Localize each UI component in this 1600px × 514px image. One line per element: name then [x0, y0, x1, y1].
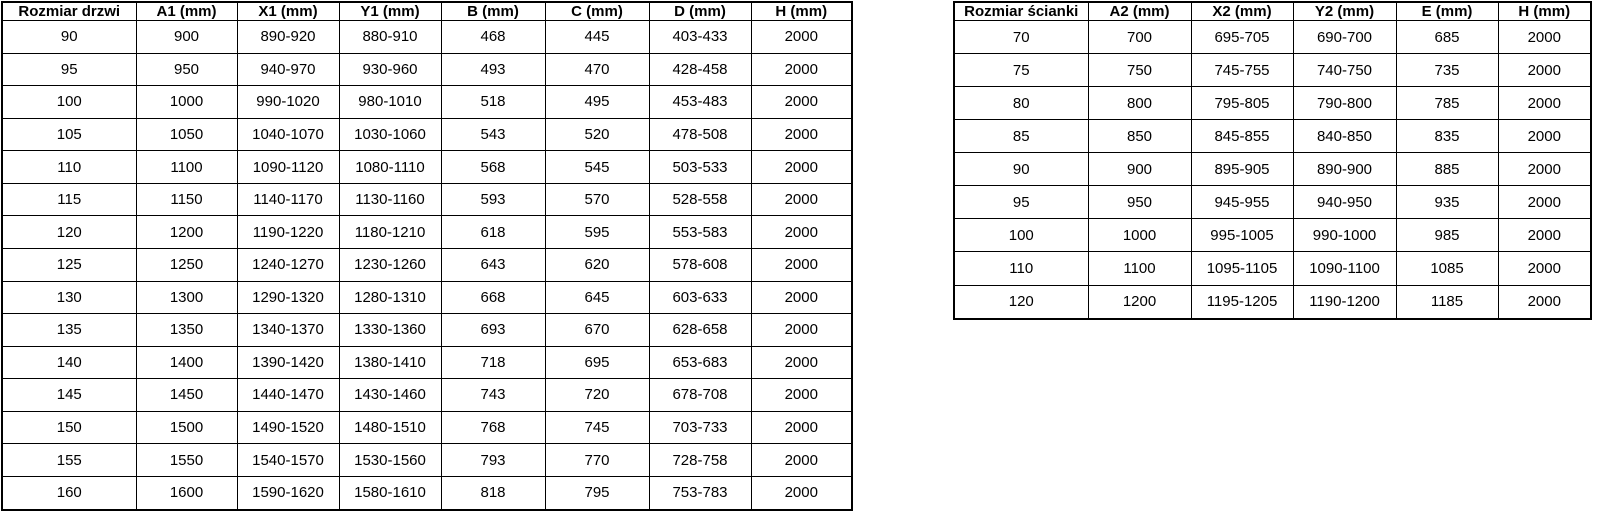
table-cell: 1600: [136, 476, 237, 510]
table-row: [2, 183, 852, 216]
table-cell: 990-1020: [237, 86, 339, 119]
table-row: [954, 153, 1591, 186]
table-cell: 770: [545, 444, 649, 477]
table-cell: 2000: [1498, 87, 1591, 120]
table-cell: 545: [545, 151, 649, 184]
table-cell: 1240-1270: [237, 248, 339, 281]
table-cell: 75: [954, 54, 1088, 87]
table-cell: 1430-1460: [339, 379, 441, 412]
table-cell: 2000: [751, 118, 852, 151]
table-row: [2, 216, 852, 249]
table-cell: 1440-1470: [237, 379, 339, 412]
table-cell: 945-955: [1191, 186, 1293, 219]
table-cell: 2000: [751, 21, 852, 54]
table-row: [954, 120, 1591, 153]
header-row: [2, 2, 852, 21]
table-cell: 2000: [751, 444, 852, 477]
table-cell: 2000: [751, 314, 852, 347]
table-cell: 1330-1360: [339, 314, 441, 347]
column-header: E (mm): [1396, 2, 1498, 21]
table-cell: 743: [441, 379, 545, 412]
table-row: [2, 281, 852, 314]
table-cell: 628-658: [649, 314, 751, 347]
table-row: [2, 444, 852, 477]
table-cell: 668: [441, 281, 545, 314]
table-cell: 930-960: [339, 53, 441, 86]
table-cell: 95: [954, 186, 1088, 219]
table-cell: 120: [2, 216, 136, 249]
table-cell: 768: [441, 411, 545, 444]
table-cell: 493: [441, 53, 545, 86]
table-cell: 620: [545, 248, 649, 281]
table-row: [2, 151, 852, 184]
table-cell: 150: [2, 411, 136, 444]
table-cell: 160: [2, 476, 136, 510]
table-cell: 745: [545, 411, 649, 444]
table-cell: 940-970: [237, 53, 339, 86]
table-cell: 1350: [136, 314, 237, 347]
table-cell: 885: [1396, 153, 1498, 186]
table-cell: 120: [954, 285, 1088, 319]
table-row: [2, 21, 852, 54]
table-cell: 2000: [1498, 153, 1591, 186]
table-cell: 693: [441, 314, 545, 347]
table-row: [954, 219, 1591, 252]
column-header: Rozmiar drzwi: [2, 2, 136, 21]
table-cell: 593: [441, 183, 545, 216]
table-cell: 80: [954, 87, 1088, 120]
table-cell: 518: [441, 86, 545, 119]
table-cell: 1480-1510: [339, 411, 441, 444]
column-header: A2 (mm): [1088, 2, 1191, 21]
table-cell: 100: [954, 219, 1088, 252]
table-cell: 1200: [1088, 285, 1191, 319]
column-header: D (mm): [649, 2, 751, 21]
column-header: C (mm): [545, 2, 649, 21]
table-cell: 740-750: [1293, 54, 1396, 87]
table-cell: 1590-1620: [237, 476, 339, 510]
table-cell: 115: [2, 183, 136, 216]
table-cell: 800: [1088, 87, 1191, 120]
table-cell: 1000: [1088, 219, 1191, 252]
table-cell: 1095-1105: [1191, 252, 1293, 285]
table-row: [2, 86, 852, 119]
table-cell: 1140-1170: [237, 183, 339, 216]
table-cell: 1190-1200: [1293, 285, 1396, 319]
table-cell: 1090-1120: [237, 151, 339, 184]
table-cell: 1130-1160: [339, 183, 441, 216]
table-cell: 403-433: [649, 21, 751, 54]
table-cell: 453-483: [649, 86, 751, 119]
table-row: [954, 252, 1591, 285]
table-cell: 1340-1370: [237, 314, 339, 347]
table-cell: 85: [954, 120, 1088, 153]
table-cell: 695-705: [1191, 21, 1293, 54]
table-cell: 1100: [1088, 252, 1191, 285]
table-cell: 155: [2, 444, 136, 477]
table-cell: 985: [1396, 219, 1498, 252]
table-cell: 950: [1088, 186, 1191, 219]
table-cell: 785: [1396, 87, 1498, 120]
table-cell: 1450: [136, 379, 237, 412]
column-header: Rozmiar ścianki: [954, 2, 1088, 21]
table-row: [954, 21, 1591, 54]
table-cell: 135: [2, 314, 136, 347]
table-cell: 1030-1060: [339, 118, 441, 151]
table-cell: 1190-1220: [237, 216, 339, 249]
table-cell: 1300: [136, 281, 237, 314]
table-cell: 750: [1088, 54, 1191, 87]
table-cell: 1195-1205: [1191, 285, 1293, 319]
table-cell: 1380-1410: [339, 346, 441, 379]
table-cell: 1050: [136, 118, 237, 151]
table-cell: 1080-1110: [339, 151, 441, 184]
table-row: [954, 87, 1591, 120]
table-cell: 1390-1420: [237, 346, 339, 379]
table-cell: 2000: [1498, 21, 1591, 54]
table-cell: 890-900: [1293, 153, 1396, 186]
table-cell: 850: [1088, 120, 1191, 153]
table-cell: 950: [136, 53, 237, 86]
table-cell: 745-755: [1191, 54, 1293, 87]
table-cell: 900: [1088, 153, 1191, 186]
column-header: B (mm): [441, 2, 545, 21]
table-cell: 95: [2, 53, 136, 86]
table-cell: 818: [441, 476, 545, 510]
table-cell: 1090-1100: [1293, 252, 1396, 285]
table-cell: 2000: [751, 248, 852, 281]
table-cell: 2000: [751, 281, 852, 314]
table-cell: 690-700: [1293, 21, 1396, 54]
table-cell: 478-508: [649, 118, 751, 151]
table-cell: 2000: [1498, 120, 1591, 153]
table-cell: 110: [2, 151, 136, 184]
table-row: [954, 186, 1591, 219]
table-cell: 2000: [751, 379, 852, 412]
table-cell: 578-608: [649, 248, 751, 281]
table-row: [2, 314, 852, 347]
table-cell: 1085: [1396, 252, 1498, 285]
table-row: [2, 248, 852, 281]
table-cell: 1490-1520: [237, 411, 339, 444]
table-cell: 70: [954, 21, 1088, 54]
table-row: [2, 379, 852, 412]
table-cell: 145: [2, 379, 136, 412]
table-cell: 2000: [1498, 54, 1591, 87]
table-cell: 980-1010: [339, 86, 441, 119]
table-cell: 718: [441, 346, 545, 379]
table-cell: 543: [441, 118, 545, 151]
table-cell: 2000: [751, 216, 852, 249]
table-cell: 1400: [136, 346, 237, 379]
table-cell: 1150: [136, 183, 237, 216]
header-row: [954, 2, 1591, 21]
table-cell: 845-855: [1191, 120, 1293, 153]
table-row: [2, 476, 852, 510]
column-header: X2 (mm): [1191, 2, 1293, 21]
table-cell: 1200: [136, 216, 237, 249]
column-header: Y2 (mm): [1293, 2, 1396, 21]
table-cell: 685: [1396, 21, 1498, 54]
table-cell: 1100: [136, 151, 237, 184]
table-cell: 495: [545, 86, 649, 119]
table-cell: 678-708: [649, 379, 751, 412]
table-cell: 643: [441, 248, 545, 281]
table-cell: 2000: [751, 411, 852, 444]
table-cell: 720: [545, 379, 649, 412]
table-cell: 653-683: [649, 346, 751, 379]
table-cell: 2000: [751, 346, 852, 379]
table-cell: 835: [1396, 120, 1498, 153]
table-cell: 1550: [136, 444, 237, 477]
table-cell: 570: [545, 183, 649, 216]
table-cell: 470: [545, 53, 649, 86]
table-cell: 793: [441, 444, 545, 477]
table-cell: 2000: [1498, 252, 1591, 285]
table-cell: 2000: [751, 183, 852, 216]
table-cell: 1230-1260: [339, 248, 441, 281]
table-cell: 790-800: [1293, 87, 1396, 120]
table-cell: 735: [1396, 54, 1498, 87]
table-cell: 995-1005: [1191, 219, 1293, 252]
column-header: Y1 (mm): [339, 2, 441, 21]
table-row: [2, 53, 852, 86]
table-cell: 728-758: [649, 444, 751, 477]
table-cell: 895-905: [1191, 153, 1293, 186]
table-cell: 130: [2, 281, 136, 314]
table-cell: 990-1000: [1293, 219, 1396, 252]
table-cell: 110: [954, 252, 1088, 285]
table-cell: 105: [2, 118, 136, 151]
table-cell: 2000: [751, 53, 852, 86]
table-cell: 568: [441, 151, 545, 184]
table-cell: 100: [2, 86, 136, 119]
table-cell: 1530-1560: [339, 444, 441, 477]
table-cell: 528-558: [649, 183, 751, 216]
table-cell: 618: [441, 216, 545, 249]
column-header: H (mm): [1498, 2, 1591, 21]
table-cell: 880-910: [339, 21, 441, 54]
table-cell: 1185: [1396, 285, 1498, 319]
table-cell: 670: [545, 314, 649, 347]
table-cell: 553-583: [649, 216, 751, 249]
table-cell: 2000: [751, 151, 852, 184]
table-cell: 2000: [1498, 186, 1591, 219]
table-cell: 900: [136, 21, 237, 54]
table-cell: 603-633: [649, 281, 751, 314]
table-cell: 1250: [136, 248, 237, 281]
table-cell: 2000: [1498, 285, 1591, 319]
table-cell: 753-783: [649, 476, 751, 510]
table-cell: 503-533: [649, 151, 751, 184]
table-cell: 1580-1610: [339, 476, 441, 510]
table-cell: 935: [1396, 186, 1498, 219]
table-cell: 90: [954, 153, 1088, 186]
table-cell: 703-733: [649, 411, 751, 444]
table-cell: 595: [545, 216, 649, 249]
column-header: A1 (mm): [136, 2, 237, 21]
table-cell: 125: [2, 248, 136, 281]
column-header: X1 (mm): [237, 2, 339, 21]
table-cell: 1000: [136, 86, 237, 119]
wall-size-table: [953, 1, 1592, 320]
table-cell: 520: [545, 118, 649, 151]
table-row: [2, 118, 852, 151]
door-size-table: [1, 1, 853, 511]
table-cell: 468: [441, 21, 545, 54]
table-cell: 840-850: [1293, 120, 1396, 153]
table-cell: 2000: [751, 86, 852, 119]
table-cell: 1040-1070: [237, 118, 339, 151]
table-cell: 1500: [136, 411, 237, 444]
table-cell: 1180-1210: [339, 216, 441, 249]
table-cell: 2000: [1498, 219, 1591, 252]
table-cell: 428-458: [649, 53, 751, 86]
table-cell: 645: [545, 281, 649, 314]
table-cell: 700: [1088, 21, 1191, 54]
table-cell: 1280-1310: [339, 281, 441, 314]
table-cell: 140: [2, 346, 136, 379]
table-cell: 695: [545, 346, 649, 379]
table-cell: 2000: [751, 476, 852, 510]
table-row: [954, 54, 1591, 87]
table-cell: 445: [545, 21, 649, 54]
table-row: [2, 346, 852, 379]
table-cell: 90: [2, 21, 136, 54]
table-cell: 795: [545, 476, 649, 510]
table-cell: 795-805: [1191, 87, 1293, 120]
column-header: H (mm): [751, 2, 852, 21]
table-row: [2, 411, 852, 444]
table-row: [954, 285, 1591, 319]
table-cell: 1290-1320: [237, 281, 339, 314]
table-cell: 1540-1570: [237, 444, 339, 477]
table-cell: 890-920: [237, 21, 339, 54]
table-cell: 940-950: [1293, 186, 1396, 219]
